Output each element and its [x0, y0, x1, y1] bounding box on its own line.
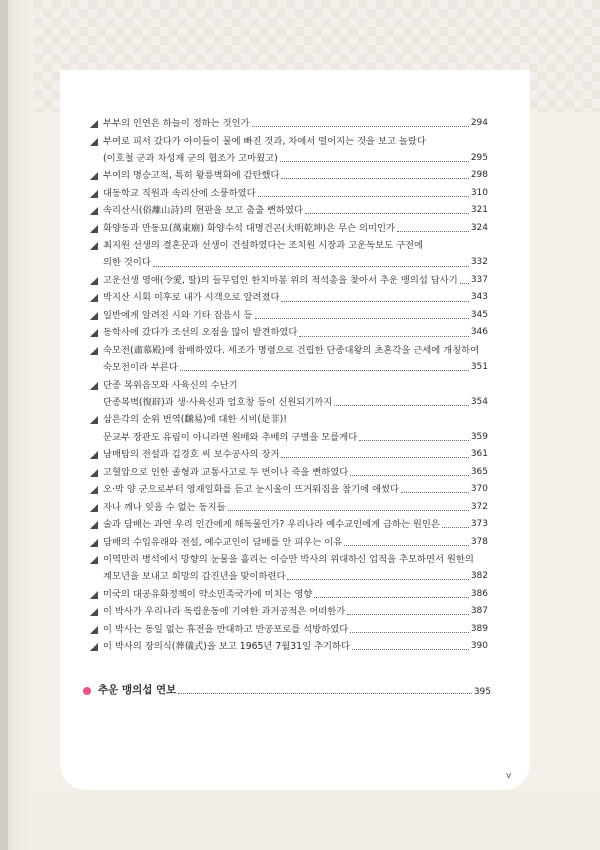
toc-page-number: 337 — [470, 274, 488, 285]
toc-entry-text: 고운선생 영애(令愛, 딸)의 들무덤인 한치마봉 위의 적석총을 찾아서 추운 맹의섭 답사기 — [103, 274, 458, 286]
toc-entry[interactable] — [88, 327, 488, 338]
toc-entry-line — [103, 641, 488, 652]
toc-page-number: 387 — [470, 606, 488, 617]
toc-entry[interactable] — [88, 537, 488, 548]
toc-entry-text: 단종 복위음모와 사육신의 수난기 — [103, 379, 238, 391]
page-folio: v — [506, 771, 512, 781]
toc-entry[interactable] — [88, 188, 488, 199]
dot-leader — [397, 231, 469, 232]
toc-entry[interactable] — [88, 292, 488, 303]
toc-entry-line — [103, 414, 488, 425]
toc-bullet-icon — [90, 521, 98, 529]
toc-entry-text: 대동학교 직원과 속리산에 소풍하였다 — [103, 187, 256, 199]
toc-entry[interactable] — [88, 624, 488, 635]
toc-bullet-icon — [90, 556, 98, 564]
toc-entry-line — [103, 537, 488, 548]
toc-entry-text: 이 박사가 우리나라 독립운동에 기여한 과거공적은 어떠한가 — [103, 606, 346, 618]
toc-bullet-icon — [90, 225, 98, 233]
toc-entry-text: 일반에게 알려진 시와 기타 잡음시 등 — [103, 309, 253, 321]
toc-entry[interactable] — [88, 205, 488, 216]
toc-entry-text: 부여의 명승고적, 특히 왕릉벽화에 감탄했다 — [103, 170, 280, 182]
toc-bullet-icon — [90, 329, 98, 337]
toc-entry-text: 숙모전이라 부른다 — [103, 362, 178, 374]
toc-entry-text: 화양동과 만동묘(萬東廟) 화양수석 대명건곤(大明乾坤)은 무슨 의미인가 — [103, 222, 395, 234]
toc-page-number: 345 — [470, 309, 488, 320]
dot-leader — [258, 196, 469, 197]
toc-bullet-icon — [90, 643, 98, 651]
toc-entry[interactable] — [88, 484, 488, 495]
toc-entry-line — [103, 519, 488, 530]
toc-entry-text: 이역만리 병석에서 망향의 눈물을 흘리는 이승만 박사의 위대하신 업적을 추모하면서 원한의 — [103, 554, 474, 566]
toc-page-number: 372 — [470, 501, 488, 512]
toc-page-number: 295 — [470, 152, 488, 163]
dot-leader — [252, 126, 469, 127]
toc-entry-text: 계모년을 보내고 희망의 갑진년을 맞이하련다 — [103, 571, 286, 583]
toc-page-number: 332 — [470, 257, 488, 268]
toc-bullet-icon — [90, 347, 98, 355]
toc-entry-line — [103, 554, 488, 565]
toc-entry-text: 단종복벽(復辟)과 생·사육신과 엄호창 등이 신원되기까지 — [103, 396, 333, 408]
toc-entry[interactable] — [88, 240, 488, 268]
toc-bullet-icon — [90, 382, 98, 390]
toc-bullet-icon — [90, 608, 98, 616]
toc-entry-text: 담배의 수입유래와 전설, 예수교인이 담배를 안 피우는 이유 — [103, 536, 343, 548]
toc-entry[interactable] — [88, 502, 488, 513]
toc-entry-line — [103, 571, 488, 582]
toc-page-number: 373 — [470, 519, 488, 530]
toc-entry-text: 박지산 시회 이후로 내가 시객으로 알려졌다 — [103, 292, 280, 304]
toc-bullet-icon — [90, 294, 98, 302]
dot-leader — [299, 336, 468, 337]
toc-entry-line — [103, 275, 488, 286]
toc-entry-text: (이호철 군과 차성재 군의 협조가 고마웠고) — [103, 152, 278, 164]
dot-leader — [305, 213, 469, 214]
toc-entry-text: 문교부 장관도 유림이 아니라면 원배와 추배의 구별을 모를게다 — [103, 431, 358, 443]
toc-entry-text: 의한 것이다 — [103, 257, 151, 269]
toc-page-number: 370 — [470, 484, 488, 495]
toc-entry[interactable] — [88, 606, 488, 617]
toc-bullet-icon — [90, 120, 98, 128]
appendix-entry[interactable] — [83, 682, 491, 697]
toc-entry-text: 삼은각의 순위 번역(飜易)에 대한 시비(是非)! — [103, 414, 287, 426]
dot-leader — [442, 527, 469, 528]
dot-leader — [281, 178, 468, 179]
dot-leader — [281, 301, 468, 302]
dot-leader — [347, 614, 469, 615]
toc-entry[interactable] — [88, 380, 488, 408]
toc-bullet-icon — [90, 591, 98, 599]
toc-entry[interactable] — [88, 345, 488, 373]
toc-bullet-icon — [90, 504, 98, 512]
toc-entry-line — [103, 153, 488, 164]
toc-entry-text: 자나 깨나 잊을 수 없는 동지들 — [103, 501, 226, 513]
toc-page-number: 365 — [470, 466, 488, 477]
toc-entry-line — [103, 118, 488, 129]
toc-page-number: 389 — [470, 623, 488, 634]
toc-entry-line — [103, 362, 488, 373]
toc-entry-line — [103, 380, 488, 391]
dot-leader — [180, 370, 469, 371]
toc-page-number: 298 — [470, 170, 488, 181]
toc-page-number: 324 — [470, 222, 488, 233]
toc-entry-text: 속리산시(俗離山詩)의 현판을 보고 춤출 뻔하였다 — [103, 205, 303, 217]
toc-page-number: 382 — [470, 571, 488, 582]
toc-entry-text: 부부의 인연은 하늘이 정하는 것인가 — [103, 118, 250, 129]
toc-entry-text: 이 박사의 장의식(葬儀式)을 보고 1965년 7월31일 추기하다 — [103, 641, 350, 653]
toc-entry-line — [103, 257, 488, 268]
toc-entry[interactable] — [88, 414, 488, 442]
toc-entry-line — [103, 502, 488, 513]
toc-entry-line — [103, 292, 488, 303]
toc-entry-line — [103, 136, 488, 147]
dot-leader — [334, 405, 469, 406]
toc-bullet-icon — [90, 207, 98, 215]
toc-entry-text: 오·박 양 군으로부터 영재일화를 듣고 눈시울이 뜨거워짐을 참기에 애썼다 — [103, 484, 400, 496]
toc-entry-line — [103, 345, 488, 356]
toc-entry[interactable] — [88, 118, 488, 129]
toc-page-number: 361 — [470, 449, 488, 460]
toc-entry[interactable] — [88, 641, 488, 652]
table-of-contents — [88, 118, 488, 659]
toc-page-number: 351 — [470, 362, 488, 373]
toc-entry-line — [103, 467, 488, 478]
toc-entry-text: 숙모전(肅慕殿)에 참배하였다. 세조가 명령으로 건립한 단종대왕의 초혼각을 근세에 개칭하여 — [103, 344, 480, 356]
toc-entry[interactable] — [88, 467, 488, 478]
toc-page-number: 359 — [470, 431, 488, 442]
toc-entry-text: 동학사에 갔다가 조선의 오점을 많이 발견하였다 — [103, 327, 298, 339]
toc-page-number: 321 — [470, 205, 488, 216]
dot-leader — [228, 510, 469, 511]
toc-entry-text: 고혈압으로 인한 졸형과 교통사고로 두 번이나 죽을 뻔하였다 — [103, 466, 349, 478]
toc-bullet-icon — [90, 242, 98, 250]
toc-bullet-icon — [90, 277, 98, 285]
toc-entry-line — [103, 310, 488, 321]
dot-leader — [255, 318, 469, 319]
dot-leader — [281, 457, 468, 458]
dot-leader — [350, 475, 469, 476]
toc-entry[interactable] — [88, 310, 488, 321]
toc-entry[interactable] — [88, 223, 488, 234]
toc-entry[interactable] — [88, 589, 488, 600]
toc-entry-text: 술과 담배는 과연 우리 인간에게 해독물인가? 우리나라 예수교인에게 금하는 원인은 — [103, 519, 440, 531]
toc-entry[interactable] — [88, 275, 488, 286]
dot-leader — [460, 283, 469, 284]
appendix-page-number: 395 — [473, 687, 491, 697]
toc-page-number: 378 — [470, 536, 488, 547]
toc-entry[interactable] — [88, 170, 488, 181]
toc-bullet-icon — [90, 451, 98, 459]
dot-leader — [153, 266, 469, 267]
toc-entry[interactable] — [88, 449, 488, 460]
toc-page-number: 390 — [470, 641, 488, 652]
toc-bullet-icon — [90, 539, 98, 547]
toc-bullet-icon — [90, 190, 98, 198]
dot-leader — [359, 440, 469, 441]
toc-bullet-icon — [90, 469, 98, 477]
toc-page-number: 343 — [470, 292, 488, 303]
toc-entry-text: 부여로 피서 갔다가 아이들이 물에 빠진 것과, 차에서 떨어지는 것을 보고 놀랐다 — [103, 135, 426, 147]
toc-entry-line — [103, 449, 488, 460]
toc-page-number: 354 — [470, 396, 488, 407]
toc-entry[interactable] — [88, 136, 488, 164]
toc-entry-text: 미국의 대공유화정책이 약소민족국가에 미치는 영향 — [103, 588, 313, 600]
toc-entry-line — [103, 240, 488, 251]
toc-entry-line — [103, 188, 488, 199]
toc-bullet-icon — [90, 626, 98, 634]
dot-leader — [401, 492, 469, 493]
toc-page-number: 294 — [470, 118, 488, 128]
toc-bullet-icon — [90, 138, 98, 146]
dot-leader — [314, 597, 468, 598]
dot-leader — [344, 545, 469, 546]
toc-entry-text: 최지원 선생의 결혼문과 선생이 건설하였다는 조치원 시장과 고운독보도 구전에 — [103, 240, 424, 252]
toc-bullet-icon — [90, 416, 98, 424]
toc-page-number: 310 — [470, 187, 488, 198]
toc-page-number: 346 — [470, 327, 488, 338]
toc-entry-line — [103, 606, 488, 617]
toc-entry-text: 남매탑의 전설과 김경호 씨 보수공사의 장거 — [103, 449, 280, 461]
toc-entry-line — [103, 484, 488, 495]
toc-entry-line — [103, 624, 488, 635]
appendix-title: 추운 맹의섭 연보 — [98, 684, 177, 696]
dot-leader — [352, 649, 469, 650]
toc-entry-line — [103, 589, 488, 600]
toc-bullet-icon — [90, 312, 98, 320]
dot-leader — [350, 632, 469, 633]
toc-entry-line — [103, 170, 488, 181]
toc-bullet-icon — [90, 172, 98, 180]
dot-leader — [280, 161, 469, 162]
toc-entry[interactable] — [88, 519, 488, 530]
toc-entry-line — [103, 432, 488, 443]
toc-bullet-icon — [90, 486, 98, 494]
dot-leader — [287, 579, 468, 580]
toc-entry-line — [103, 223, 488, 234]
book-spine-shadow — [0, 0, 8, 850]
pink-dot-icon — [83, 687, 91, 695]
toc-page-number: 386 — [470, 588, 488, 599]
toc-entry-line — [103, 397, 488, 408]
footer-decoration — [34, 790, 600, 850]
toc-entry-text: 이 박사는 동일 없는 휴전을 반대하고 반공포로를 석방하였다 — [103, 623, 349, 635]
toc-entry-line — [103, 327, 488, 338]
toc-entry[interactable] — [88, 554, 488, 582]
dot-leader — [178, 693, 472, 694]
toc-entry-line — [103, 205, 488, 216]
